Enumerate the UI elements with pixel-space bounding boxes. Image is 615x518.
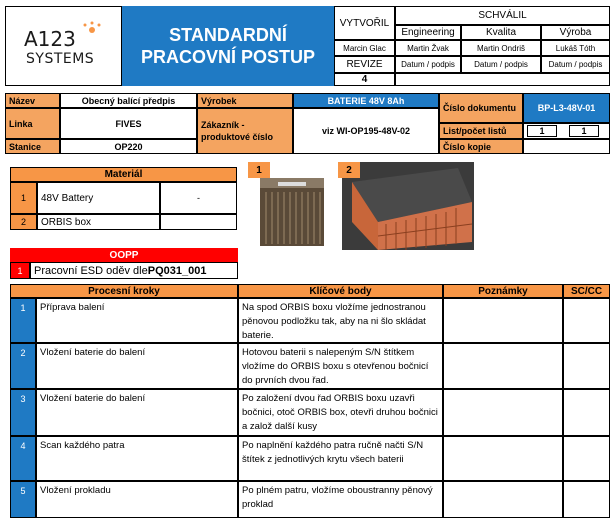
date-sign-2: Datum / podpis (461, 56, 541, 73)
step-name: Vložení prokladu (36, 481, 238, 518)
dept-engineering: Engineering (395, 25, 461, 40)
logo-sub: SYSTEMS (26, 51, 95, 67)
material-row-num: 2 (10, 214, 37, 230)
dept-quality: Kvalita (461, 25, 541, 40)
col-scc: SC/CC (563, 284, 610, 298)
material-row-name: ORBIS box (37, 214, 160, 230)
company-logo (24, 27, 76, 51)
docnum-value: BP-L3-48V-01 (523, 93, 610, 123)
step-keypoint: Po plném patru, vložíme oboustranny pěnový proklad (238, 481, 443, 518)
sheet-current: 1 (527, 125, 557, 137)
sheets-label: List/počet listů (439, 123, 523, 139)
step-num: 3 (20, 394, 26, 404)
product-label: Výrobek (197, 93, 293, 108)
quality-name: Martin Ondriš (461, 40, 541, 56)
logo-box (5, 6, 122, 86)
step-scc (563, 481, 610, 518)
photo-number: 1 (248, 162, 270, 178)
revision-value: 4 (334, 73, 395, 86)
sheet-total: 1 (569, 125, 599, 137)
line-value: FIVES (60, 108, 197, 139)
material-row-qty: - (160, 182, 237, 214)
col-notes: Poznámky (443, 284, 563, 298)
dept-production: Výroba (541, 25, 610, 40)
step-num: 5 (20, 486, 26, 496)
step-keypoint: Po naplnění každého patra ručně načti S/N štítek z jednotlivých krytu všech baterii (238, 436, 443, 481)
name-label: Název (5, 93, 60, 108)
product-value: BATERIE 48V 8Ah (293, 93, 439, 108)
customer-label: Zákazník - produktové číslo (197, 108, 293, 154)
engineering-name: Martin Žvak (395, 40, 461, 56)
created-label: VYTVOŘIL (334, 6, 395, 40)
step-name: Příprava balení (36, 298, 238, 343)
step-num: 4 (20, 441, 26, 451)
step-scc (563, 298, 610, 343)
step-num: 2 (20, 348, 26, 358)
step-keypoint: Na spod ORBIS boxu vložíme jednostranou pěnovou podložku tak, aby na ni šlo skládat baterie. (238, 298, 443, 343)
page-title: STANDARDNÍ PRACOVNÍ POSTUP (122, 6, 334, 86)
material-header: Materiál (10, 167, 237, 182)
step-keypoint: Po založení dvou řad ORBIS boxu uzavři bočnici, otoč ORBIS box, otevři druhou bočnici a založ další kusy (238, 389, 443, 436)
creator-name: Marcin Glac (334, 40, 395, 56)
approved-label: SCHVÁLIL (395, 6, 610, 25)
step-num: 1 (20, 303, 26, 313)
photo-number: 2 (338, 162, 360, 178)
step-scc (563, 389, 610, 436)
step-note (443, 298, 563, 343)
revision-label: REVIZE (334, 56, 395, 73)
step-keypoint: Hotovou baterii s nalepeným S/N štítkem vložíme do ORBIS boxu s otevřenou bočnicí do prvních dvou řad. (238, 343, 443, 389)
date-sign-3: Datum / podpis (541, 56, 610, 73)
oopp-item: Pracovní ESD oděv dle PQ031_001 (30, 262, 238, 279)
station-value: OP220 (60, 139, 197, 154)
step-scc (563, 343, 610, 389)
material-row-name: 48V Battery (37, 182, 160, 214)
step-note (443, 389, 563, 436)
material-row-qty (160, 214, 237, 230)
step-note (443, 436, 563, 481)
step-scc (563, 436, 610, 481)
photo-2 (338, 162, 474, 250)
col-keypoints: Klíčové body (238, 284, 443, 298)
production-name: Lukáš Tóth (541, 40, 610, 56)
logo-main: A123 (24, 27, 76, 51)
step-note (443, 343, 563, 389)
step-note (443, 481, 563, 518)
customer-value: viz WI-OP195-48V-02 (293, 108, 439, 154)
logo-sun-icon (82, 21, 102, 39)
date-sign-1: Datum / podpis (395, 56, 461, 73)
station-label: Stanice (5, 139, 60, 154)
step-name: Vložení baterie do balení (36, 389, 238, 436)
docnum-label: Číslo dokumentu (439, 93, 523, 123)
name-value: Obecný balící předpis (60, 93, 197, 108)
copy-label: Číslo kopie (439, 139, 523, 154)
oopp-item-num: 1 (10, 262, 30, 279)
step-name: Scan každého patra (36, 436, 238, 481)
line-label: Linka (5, 108, 60, 139)
copy-value (523, 139, 610, 154)
photo-1 (248, 162, 328, 250)
col-steps: Procesní kroky (10, 284, 238, 298)
material-row-num: 1 (10, 182, 37, 214)
oopp-item-ref: PQ031_001 (147, 264, 207, 277)
oopp-header: OOPP (10, 248, 238, 262)
step-name: Vložení baterie do balení (36, 343, 238, 389)
